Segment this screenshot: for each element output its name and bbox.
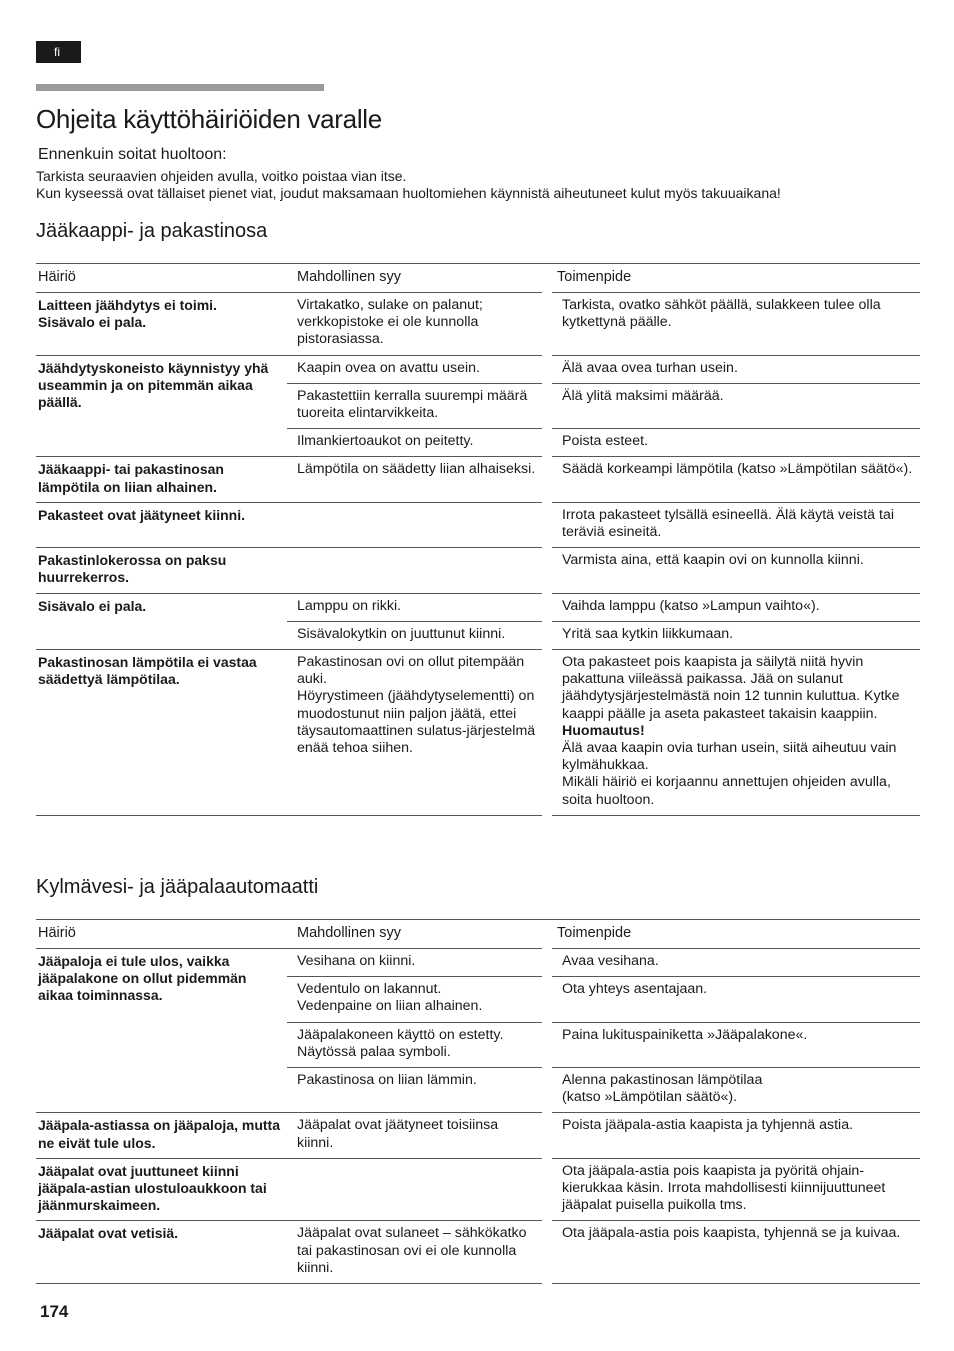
column-header-cause: Mahdollinen syy [287, 264, 547, 293]
language-tag: fi [36, 41, 81, 63]
action-cell: Poista jääpala-astia kaapista ja tyhjennä astia. [547, 1113, 920, 1158]
fault-cell: Jääkaappi- tai pakastinosan lämpötila on liian alhainen. [36, 457, 287, 502]
column-header-fault: Häiriö [36, 920, 287, 949]
cause-cell [287, 1158, 547, 1221]
action-cell: Irrota pakasteet tylsällä esineellä. Älä käytä veistä tai teräviä esineitä. [547, 502, 920, 547]
fault-cell: Jäähdytyskoneisto käynnistyy yhä useammin ja on pitemmän aikaa päällä. [36, 355, 287, 457]
fault-cell: Jääpaloja ei tule ulos, vaikka jääpalakone on ollut pidemmän aikaa toiminnassa. [36, 949, 287, 1113]
cause-cell: Pakastettiin kerralla suurempi määrä tuoreita elintarvikkeita. [287, 383, 547, 428]
page-title: Ohjeita käyttöhäiriöiden varalle [36, 104, 382, 134]
table-row [36, 502, 920, 547]
cause-cell: Vedentulo on lakannut. Vedenpaine on liian alhainen. [287, 977, 547, 1022]
table-row [36, 1113, 920, 1158]
table-row [36, 355, 920, 383]
cause-cell: Kaapin ovea on avattu usein. [287, 355, 547, 383]
fault-cell: Pakastinlokerossa on paksu huurrekerros. [36, 548, 287, 593]
table-row [36, 548, 920, 593]
fault-cell: Laitteen jäähdytys ei toimi. Sisävalo ei pala. [36, 293, 287, 356]
note-label: Huomautus! [562, 722, 645, 739]
troubleshooting-table-icemaker [36, 919, 920, 1284]
intro-heading: Ennenkuin soitat huoltoon: [38, 146, 227, 163]
column-header-cause: Mahdollinen syy [287, 920, 547, 949]
table-header-row [36, 920, 920, 949]
table-row [36, 593, 920, 621]
cause-cell [287, 548, 547, 593]
action-cell: Säädä korkeampi lämpötila (katso »Lämpötilan säätö«). [547, 457, 920, 502]
table-header-row [36, 264, 920, 293]
fault-cell: Pakasteet ovat jäätyneet kiinni. [36, 502, 287, 547]
action-cell: Vaihda lamppu (katso »Lampun vaihto«). [547, 593, 920, 621]
action-cell: Varmista aina, että kaapin ovi on kunnolla kiinni. [547, 548, 920, 593]
fault-cell: Sisävalo ei pala. [36, 593, 287, 649]
cause-cell: Lamppu on rikki. [287, 593, 547, 621]
cause-cell: Ilmankiertoaukot on peitetty. [287, 429, 547, 457]
action-cell: Tarkista, ovatko sähköt päällä, sulakkeen tulee olla kytkettynä päälle. [547, 293, 920, 356]
action-cell: Älä avaa ovea turhan usein. [547, 355, 920, 383]
cause-cell: Pakastinosan ovi on ollut pitempään auki. Höyrystimeen (jäähdytyselementti) on muodostunut niin paljon jäätä, ettei täysautomaattinen sulatus-järjestelmä enää tehoa siihen. [287, 650, 547, 816]
action-cell: Ota yhteys asentajaan. [547, 977, 920, 1022]
cause-cell [287, 502, 547, 547]
intro-line: Kun kyseessä ovat tällaiset pienet viat, joudut maksamaan huoltomiehen käynnistä aiheutuneet kulut myös takuuaikana! [36, 185, 781, 201]
header-rule [36, 84, 324, 91]
intro-line: Tarkista seuraavien ohjeiden avulla, voitko poistaa vian itse. [36, 168, 407, 184]
cause-cell: Lämpötila on säädetty liian alhaiseksi. [287, 457, 547, 502]
action-cell: Paina lukituspainiketta »Jääpalakone«. [547, 1022, 920, 1067]
table-row [36, 1221, 920, 1284]
cause-cell: Vesihana on kiinni. [287, 949, 547, 977]
table-row [36, 1158, 920, 1221]
action-cell: Alenna pakastinosan lämpötilaa (katso »Lämpötilan säätö«). [547, 1068, 920, 1113]
action-cell: Ota pakasteet pois kaapista ja säilytä niitä hyvin pakattuna viileässä paikassa. Jää on sulanut jäähdytysjärjestelmästä noin 12 tunnin kuluttua. Kytke kaappi päälle ja aseta pakasteet takaisin kaappiin. Huomautus! Älä avaa kaapin ovia turhan usein, siitä aiheutuu vain kylmähukkaa. Mikäli häiriö ei korjaannu annettujen ohjeiden avulla, soita huoltoon. [547, 650, 920, 816]
note-text: Älä avaa kaapin ovia turhan usein, siitä aiheutuu vain kylmähukkaa. Mikäli häiriö ei korjaannu annettujen ohjeiden avulla, soita huoltoon. [562, 740, 897, 808]
table-row [36, 650, 920, 816]
section-heading-fridge-freezer: Jääkaappi- ja pakastinosa [36, 220, 268, 242]
cause-cell: Jääpalat ovat jäätyneet toisiinsa kiinni. [287, 1113, 547, 1158]
cause-cell: Jääpalat ovat sulaneet – sähkökatko tai pakastinosan ovi ei ole kunnolla kiinni. [287, 1221, 547, 1284]
action-cell: Ota jääpala-astia pois kaapista ja pyöritä ohjain-kierukkaa käsin. Irrota mahdollisesti kiinnijuuttuneet jääpalat puisella puikolla tms. [547, 1158, 920, 1221]
action-cell: Älä ylitä maksimi määrää. [547, 383, 920, 428]
fault-cell: Jääpalat ovat juuttuneet kiinni jääpala-astian ulostuloaukkoon tai jäänmurskaimeen. [36, 1158, 287, 1221]
fault-cell: Jääpala-astiassa on jääpaloja, mutta ne eivät tule ulos. [36, 1113, 287, 1158]
column-header-action: Toimenpide [547, 264, 920, 293]
cause-cell: Jääpalakoneen käyttö on estetty. Näytössä palaa symboli. [287, 1022, 547, 1067]
intro-text [36, 168, 916, 202]
page-number: 174 [40, 1302, 69, 1321]
column-header-fault: Häiriö [36, 264, 287, 293]
cause-cell: Sisävalokytkin on juuttunut kiinni. [287, 621, 547, 649]
fault-cell: Jääpalat ovat vetisiä. [36, 1221, 287, 1284]
column-header-action: Toimenpide [547, 920, 920, 949]
cause-cell: Virtakatko, sulake on palanut; verkkopistoke ei ole kunnolla pistorasiassa. [287, 293, 547, 356]
fault-cell: Pakastinosan lämpötila ei vastaa säädettyä lämpötilaa. [36, 650, 287, 816]
table-row [36, 457, 920, 502]
action-cell: Ota jääpala-astia pois kaapista, tyhjennä se ja kuivaa. [547, 1221, 920, 1284]
cause-cell: Pakastinosa on liian lämmin. [287, 1068, 547, 1113]
action-cell: Poista esteet. [547, 429, 920, 457]
action-cell: Avaa vesihana. [547, 949, 920, 977]
troubleshooting-table-fridge [36, 263, 920, 816]
action-cell: Yritä saa kytkin liikkumaan. [547, 621, 920, 649]
table-row [36, 293, 920, 356]
section-heading-icemaker: Kylmävesi- ja jääpalaautomaatti [36, 876, 319, 898]
table-row [36, 949, 920, 977]
